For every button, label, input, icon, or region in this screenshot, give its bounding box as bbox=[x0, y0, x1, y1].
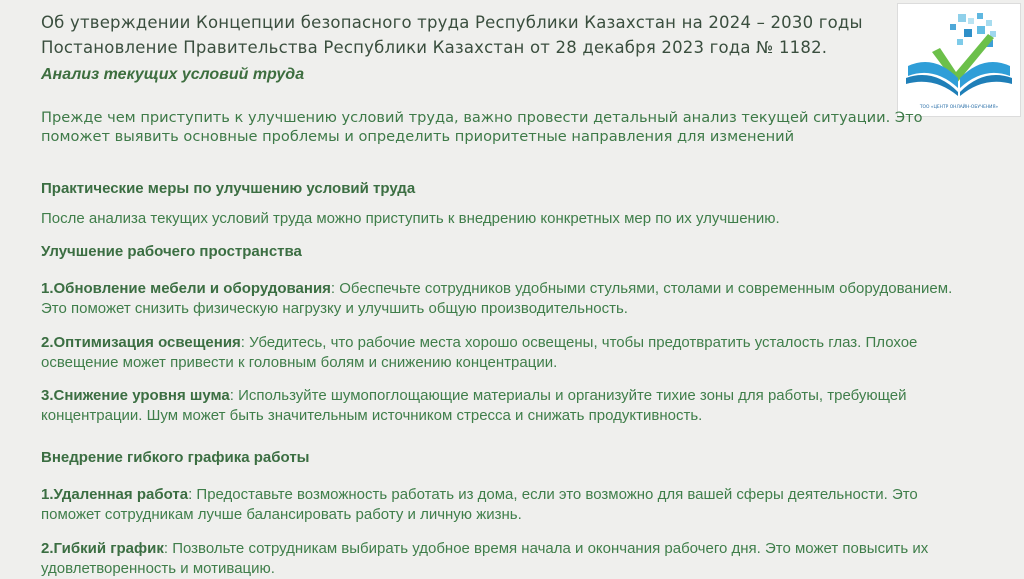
analysis-intro: Прежде чем приступить к улучшению условий труда, важно провести детальный анализ текущей ситуации. Это поможет выявить основные проблемы и определить приоритетные направления для изменений bbox=[41, 109, 923, 145]
slide-title bbox=[41, 10, 901, 60]
item-term: 3.Снижение уровня шума bbox=[41, 387, 230, 404]
item-term: 1.Обновление мебели и оборудования bbox=[41, 280, 331, 297]
list-item bbox=[41, 539, 981, 579]
item-text: : Позвольте сотрудникам выбирать удобное время начала и окончания рабочего дня. Это может повысить их удовлетворенность и мотивацию. bbox=[41, 540, 929, 577]
workspace-heading: Улучшение рабочего пространства bbox=[41, 243, 302, 260]
list-item bbox=[41, 333, 981, 373]
analysis-heading: Анализ текущих условий труда bbox=[41, 66, 305, 83]
logo-caption: ТОО «ЦЕНТР ОНЛАЙН-ОБУЧЕНИЯ» bbox=[919, 105, 999, 110]
open-book-logo-icon bbox=[898, 4, 1020, 116]
list-item bbox=[41, 386, 981, 426]
company-logo bbox=[897, 3, 1021, 117]
item-text: : Убедитесь, что рабочие места хорошо освещены, чтобы предотвратить усталость глаз. Плохое освещение может привести к головным болям и снижению концентрации. bbox=[41, 334, 918, 371]
item-term: 2.Оптимизация освещения bbox=[41, 334, 241, 351]
practical-heading: Практические меры по улучшению условий труда bbox=[41, 180, 416, 197]
item-text: : Обеспечьте сотрудников удобными стульями, столами и современным оборудованием. Это поможет снизить физическую нагрузку и улучшить общую производительность. bbox=[41, 280, 953, 317]
flex-heading: Внедрение гибкого графика работы bbox=[41, 449, 310, 466]
list-item bbox=[41, 279, 981, 319]
item-term: 1.Удаленная работа bbox=[41, 486, 189, 503]
title-line-1: Об утверждении Концепции безопасного труда Республики Казахстан на 2024 – 2030 годы bbox=[41, 13, 863, 32]
title-line-2: Постановление Правительства Республики Казахстан от 28 декабря 2023 года № 1182. bbox=[41, 38, 828, 57]
list-item bbox=[41, 485, 981, 525]
item-text: : Используйте шумопоглощающие материалы и организуйте тихие зоны для работы, требующей концентрации. Шум может быть значительным источником стресса и снижать продуктивность. bbox=[41, 387, 907, 424]
item-term: 2.Гибкий график bbox=[41, 540, 164, 557]
practical-text: После анализа текущих условий труда можно приступить к внедрению конкретных мер по их улучшению. bbox=[41, 210, 780, 227]
item-text: : Предоставьте возможность работать из дома, если это возможно для вашей сферы деятельности. Это поможет сотрудникам лучше балансировать работу и личную жизнь. bbox=[41, 486, 918, 523]
